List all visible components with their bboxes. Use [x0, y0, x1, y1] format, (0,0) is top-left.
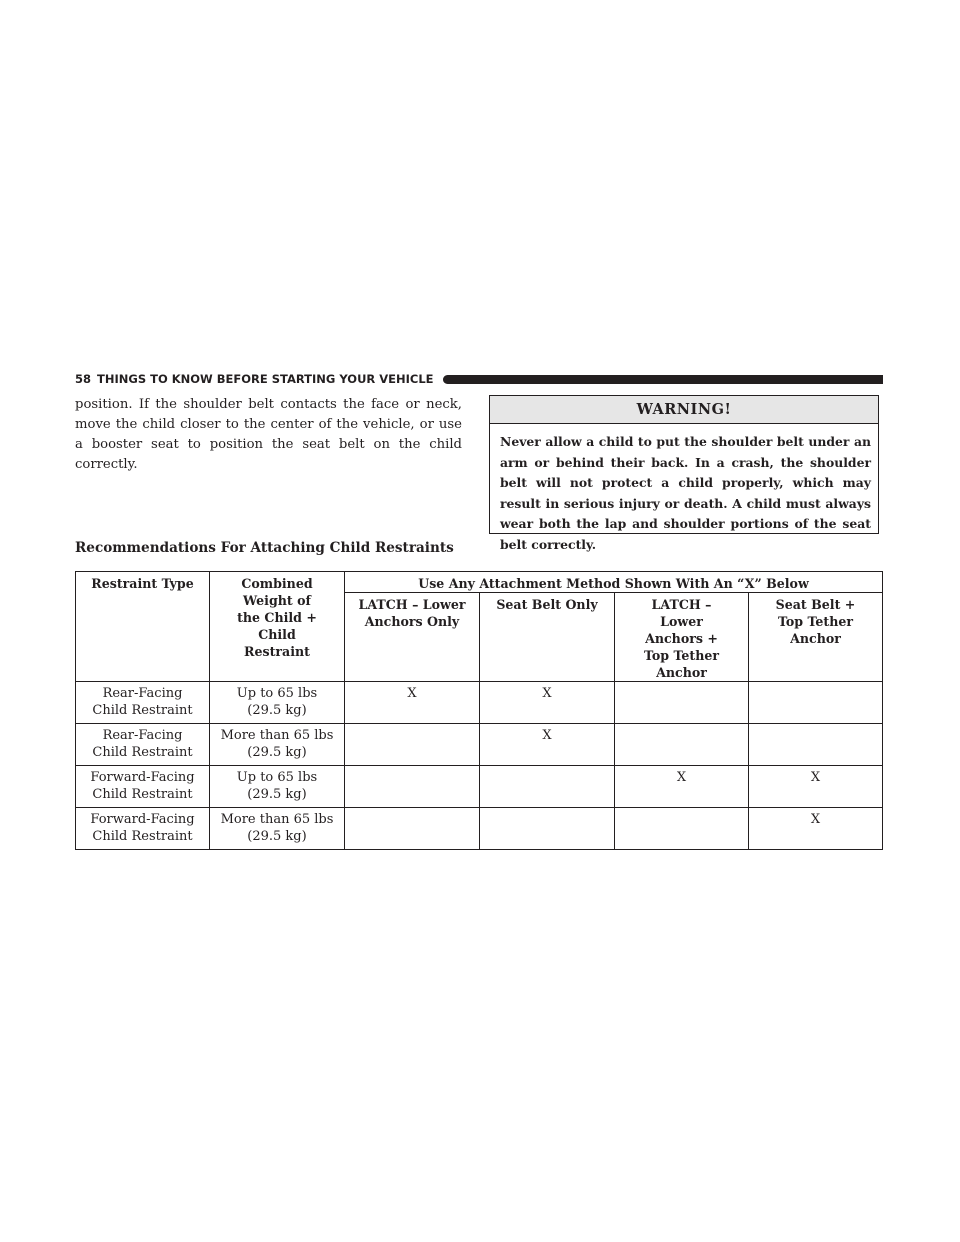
mark-cell [749, 682, 883, 724]
page-number: 58 [75, 372, 92, 386]
header-method-text: LATCH – Lower Anchors + Top Tether Anchor [643, 597, 720, 680]
header-combined-weight [210, 572, 345, 682]
header-method-text: Seat Belt + Top Tether Anchor [775, 597, 856, 646]
weight-text: More than 65 lbs (29.5 kg) [220, 812, 334, 844]
page-header [75, 371, 883, 387]
mark-cell: X [615, 766, 749, 808]
weight-text: More than 65 lbs (29.5 kg) [220, 728, 334, 760]
header-method: Seat Belt Only [480, 593, 615, 682]
table-row [76, 766, 883, 808]
weight-text: Up to 65 lbs (29.5 kg) [236, 686, 318, 718]
restraint-type-text: Forward-Facing Child Restraint [90, 812, 195, 844]
header-method [749, 593, 883, 682]
mark-cell [615, 682, 749, 724]
mark-cell [480, 808, 615, 850]
restraint-type-cell [76, 808, 210, 850]
restraint-type-cell [76, 724, 210, 766]
weight-text: Up to 65 lbs (29.5 kg) [236, 770, 318, 802]
restraint-type-cell [76, 682, 210, 724]
section-title: THINGS TO KNOW BEFORE STARTING YOUR VEHICLE [97, 372, 434, 386]
mark-cell: X [749, 766, 883, 808]
mark-cell [480, 766, 615, 808]
mark-cell [615, 724, 749, 766]
weight-cell [210, 808, 345, 850]
mark-cell [345, 766, 480, 808]
mark-cell: X [480, 682, 615, 724]
header-combined-weight-text: Combined Weight of the Child + Child Restraint [237, 576, 317, 659]
mark-cell [615, 808, 749, 850]
weight-cell [210, 724, 345, 766]
header-rule [443, 375, 883, 384]
mark-cell: X [345, 682, 480, 724]
table-header-row [76, 572, 883, 593]
header-attachment-group: Use Any Attachment Method Shown With An “X” Below [345, 572, 883, 593]
mark-cell: X [749, 808, 883, 850]
restraint-type-text: Rear-Facing Child Restraint [92, 686, 193, 718]
header-method: LATCH – Lower Anchors Only [345, 593, 480, 682]
table-row [76, 808, 883, 850]
weight-cell [210, 766, 345, 808]
table-heading: Recommendations For Attaching Child Restraints [75, 540, 454, 556]
mark-cell: X [480, 724, 615, 766]
restraint-table [75, 571, 883, 850]
warning-box [489, 395, 879, 552]
header-restraint-type: Restraint Type [76, 572, 210, 682]
mark-cell [345, 808, 480, 850]
table-row [76, 724, 883, 766]
restraint-type-cell [76, 766, 210, 808]
restraint-type-text: Rear-Facing Child Restraint [92, 728, 193, 760]
weight-cell [210, 682, 345, 724]
warning-text: Never allow a child to put the shoulder belt under an arm or behind their back. In a crash, the shoulder belt will not protect a child properly, which may result in serious injury or death. A child must always wear both the lap and shoulder portions of the seat belt correctly. [500, 434, 871, 552]
warning-title: WARNING! [490, 396, 878, 424]
mark-cell [749, 724, 883, 766]
body-paragraph: position. If the shoulder belt contacts the face or neck, move the child closer to the center of the vehicle, or use a booster seat to position the seat belt on the child correctly. [75, 397, 462, 472]
restraint-type-text: Forward-Facing Child Restraint [90, 770, 195, 802]
header-method [615, 593, 749, 682]
table-row [76, 682, 883, 724]
mark-cell [345, 724, 480, 766]
